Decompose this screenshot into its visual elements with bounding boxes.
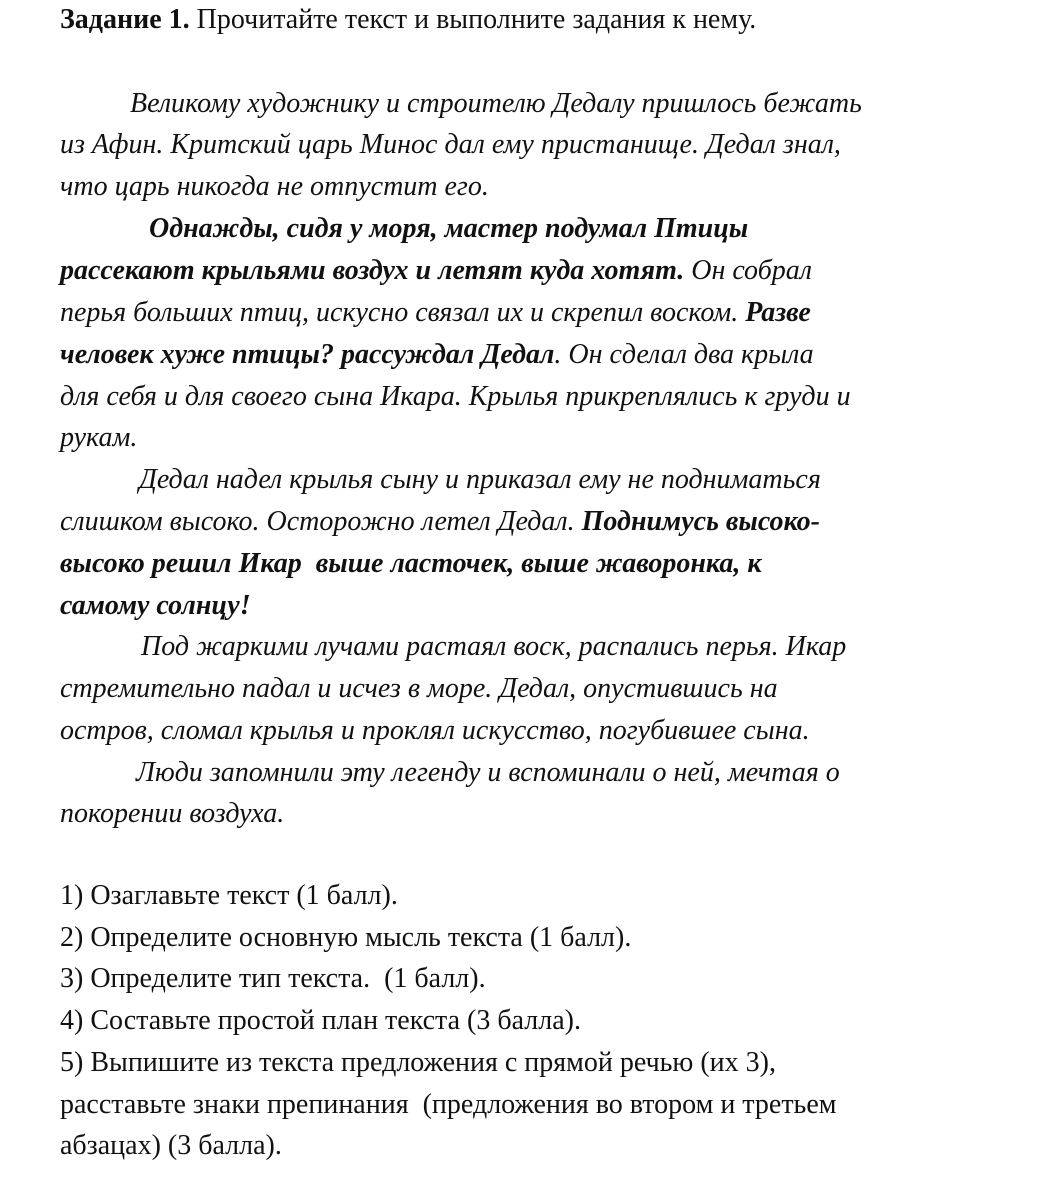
task-item: 1) Озаглавьте текст (1 балл). xyxy=(60,880,398,911)
text-line: из Афин. Критский царь Минос дал ему пристанище. Дедал знал, xyxy=(60,129,841,160)
task-item: 2) Определите основную мысль текста (1 балл). xyxy=(60,922,632,953)
text-line xyxy=(60,505,820,539)
text-line: Дедал надел крылья сыну и приказал ему не подниматься xyxy=(139,464,821,495)
text-line: высоко решил Икар выше ласточек, выше жаворонка, к xyxy=(60,548,762,579)
text-line xyxy=(60,296,811,330)
text-line: Однажды, сидя у моря, мастер подумал Птицы xyxy=(149,213,749,244)
text-span: Он собрал xyxy=(684,255,812,286)
task-item-continuation: абзацах) (3 балла). xyxy=(60,1130,282,1161)
task-item: 4) Составьте простой план текста (3 балла). xyxy=(60,1005,581,1036)
text-span: слишком высоко. Осторожно летел Дедал. xyxy=(60,506,582,537)
text-line xyxy=(60,254,812,288)
text-line: остров, сломал крылья и проклял искусство, погубившее сына. xyxy=(60,715,810,746)
direct-speech-bold: человек хуже птицы? рассуждал Дедал xyxy=(60,339,555,370)
text-line: покорении воздуха. xyxy=(60,798,285,829)
task-heading-instruction: Прочитайте текст и выполните задания к нему. xyxy=(189,4,757,35)
text-line: рукам. xyxy=(60,422,138,453)
task-item-continuation: расставьте знаки препинания (предложения во втором и третьем xyxy=(60,1089,837,1120)
text-line: для себя и для своего сына Икара. Крылья прикреплялись к груди и xyxy=(60,381,851,412)
text-line: Под жаркими лучами растаял воск, распались перья. Икар xyxy=(141,631,847,662)
text-line: самому солнцу! xyxy=(60,590,251,621)
direct-speech-bold: Разве xyxy=(745,297,811,328)
text-span: . Он сделал два крыла xyxy=(554,339,814,370)
text-line: Люди запомнили эту легенду и вспоминали о ней, мечтая о xyxy=(136,757,840,788)
task-heading-label: Задание 1. xyxy=(60,4,190,35)
task-item: 3) Определите тип текста. (1 балл). xyxy=(60,963,486,994)
text-line: стремительно падал и исчез в море. Дедал, опустившись на xyxy=(60,673,778,704)
text-line xyxy=(60,338,814,372)
direct-speech-bold: рассекают крыльями воздух и летят куда хотят. xyxy=(60,255,685,286)
text-line: что царь никогда не отпустит его. xyxy=(60,171,489,202)
text-line: Великому художнику и строителю Дедалу пришлось бежать xyxy=(130,88,862,119)
direct-speech-bold: Поднимусь высоко- xyxy=(581,506,821,537)
text-span: перья больших птиц, искусно связал их и скрепил воском. xyxy=(60,297,746,328)
task-item: 5) Выпишите из текста предложения с прямой речью (их 3), xyxy=(60,1047,776,1078)
task-heading xyxy=(60,3,756,37)
